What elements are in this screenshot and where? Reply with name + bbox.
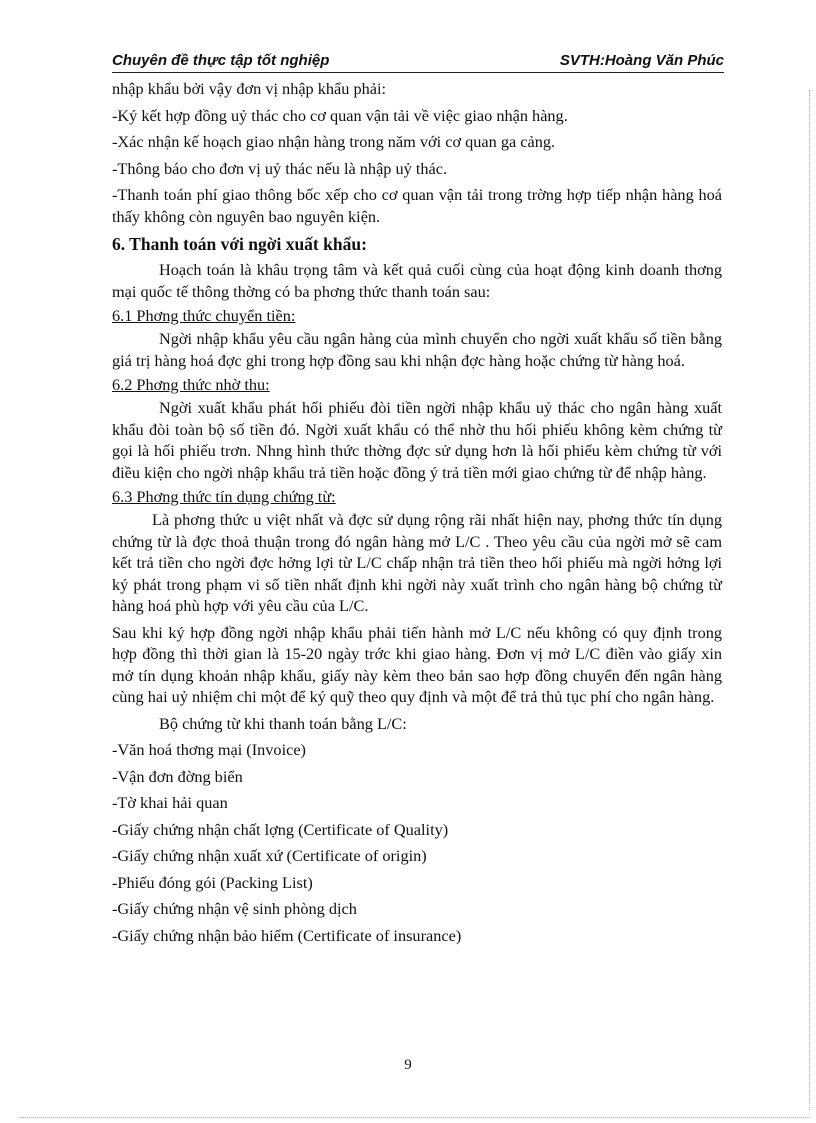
subsection-title: 6.3 Phơng thức tín dụng chứng từ: <box>112 487 336 506</box>
list-item: -Giấy chứng nhận xuất xứ (Certificate of origin) <box>112 846 427 865</box>
page-border-right <box>809 90 810 1110</box>
page-border-bottom <box>20 1117 810 1118</box>
list-item: -Tờ khai hải quan <box>112 793 228 812</box>
list-item: -Phiếu đóng gói (Packing List) <box>112 872 313 892</box>
section-intro: Hoạch toán là khâu trọng tâm và kết quả cuối cùng của hoạt động kinh doanh thơng mại quốc tế thông thờng có ba phơng thức thanh toán sau: <box>112 260 722 301</box>
documents-intro: Bộ chứng từ khi thanh toán bằng L/C: <box>159 713 407 733</box>
list-item: -Giấy chứng nhận chất lợng (Certificate of Quality) <box>112 819 449 839</box>
subsection-title: 6.1 Phơng thức chuyển tiền: <box>112 306 296 325</box>
subsection-body: Sau khi ký hợp đồng ngời nhập khẩu phải tiến hành mở L/C nếu không có quy định trong hợp đồng thì thời gian là 15-20 ngày trớc khi giao hàng. Đơn vị mở L/C điền vào giấy xin mở tín dụng khoản nhập khẩu, giấy này kèm theo bản sao hợp đồng chuyển đến ngân hàng cùng hai uỷ nhiệm chi một để ký quỹ theo quy định và một để trả thủ tục phí cho ngân hàng. <box>112 622 722 706</box>
list-item: -Giấy chứng nhận vệ sinh phòng dịch <box>112 899 357 918</box>
section-heading: 6. Thanh toán với ngời xuất khẩu: <box>112 234 367 254</box>
page-number: 9 <box>404 1057 412 1073</box>
intro-item: -Thanh toán phí giao thông bốc xếp cho cơ quan vận tải trong trờng hợp tiếp nhận hàng hoá thấy không còn nguyên bao nguyên kiện. <box>112 185 722 226</box>
intro-item: -Thông báo cho đơn vị uỷ thác nếu là nhập uỷ thác. <box>112 158 448 178</box>
subsection-title: 6.2 Phơng thức nhờ thu: <box>112 375 270 394</box>
subsection-body: Ngời nhập khẩu yêu cầu ngân hàng của mình chuyển cho ngời xuất khẩu số tiền bằng giá trị hàng hoá đợc ghi trong hợp đồng sau khi nhận đợc hàng hoặc chứng từ hàng hoá. <box>112 329 722 370</box>
list-item: -Văn hoá thơng mại (Invoice) <box>112 740 306 759</box>
subsection-body: Là phơng thức u việt nhất và đợc sử dụng rộng rãi nhất hiện nay, phơng thức tín dụng chứng từ là đợc thoả thuận trong đó ngân hàng mở L/C . Theo yêu cầu của ngời mở sẽ cam kết trả tiền cho ngời đợc hởng lợi từ L/C chấp nhận trả tiền theo hối phiếu mà ngời hởng lợi ký phát trong phạm vi số tiền nhất định khi ngời này xuất trình cho ngân hàng bộ chứng từ hàng hoá phù hợp với yêu cầu của L/C. <box>112 510 722 615</box>
intro-paragraph: nhập khẩu bởi vậy đơn vị nhập khẩu phải: <box>112 79 387 98</box>
header-author: SVTH:Hoàng Văn Phúc <box>559 52 724 69</box>
documents-list <box>112 739 722 946</box>
page-header <box>112 50 724 73</box>
intro-item: -Ký kết hợp đồng uỷ thác cho cơ quan vận tải về việc giao nhận hàng. <box>112 105 568 125</box>
list-item: -Giấy chứng nhận bảo hiểm (Certificate of insurance) <box>112 925 462 945</box>
list-item: -Vận đơn đờng biển <box>112 766 243 786</box>
header-title: Chuyên đề thực tập tốt nghiệp <box>112 52 330 69</box>
page-body <box>112 78 722 946</box>
subsection-body: Ngời xuất khẩu phát hối phiếu đòi tiền ngời nhập khẩu uỷ thác cho ngân hàng xuất khẩu đòi toàn bộ số tiền đó. Ngời xuất khẩu có thể nhờ thu hối phiếu không kèm chứng từ gọi là hối phiếu trơn. Nhng hình thức thờng đợc sử dụng hơn là hối phiếu kèm chứng từ với điều kiện cho ngời nhập khẩu trả tiền hoặc đồng ý trả tiền mới giao chứng từ để nhập hàng. <box>112 398 722 482</box>
intro-item: -Xác nhận kế hoạch giao nhận hàng trong năm với cơ quan ga cảng. <box>112 132 556 151</box>
